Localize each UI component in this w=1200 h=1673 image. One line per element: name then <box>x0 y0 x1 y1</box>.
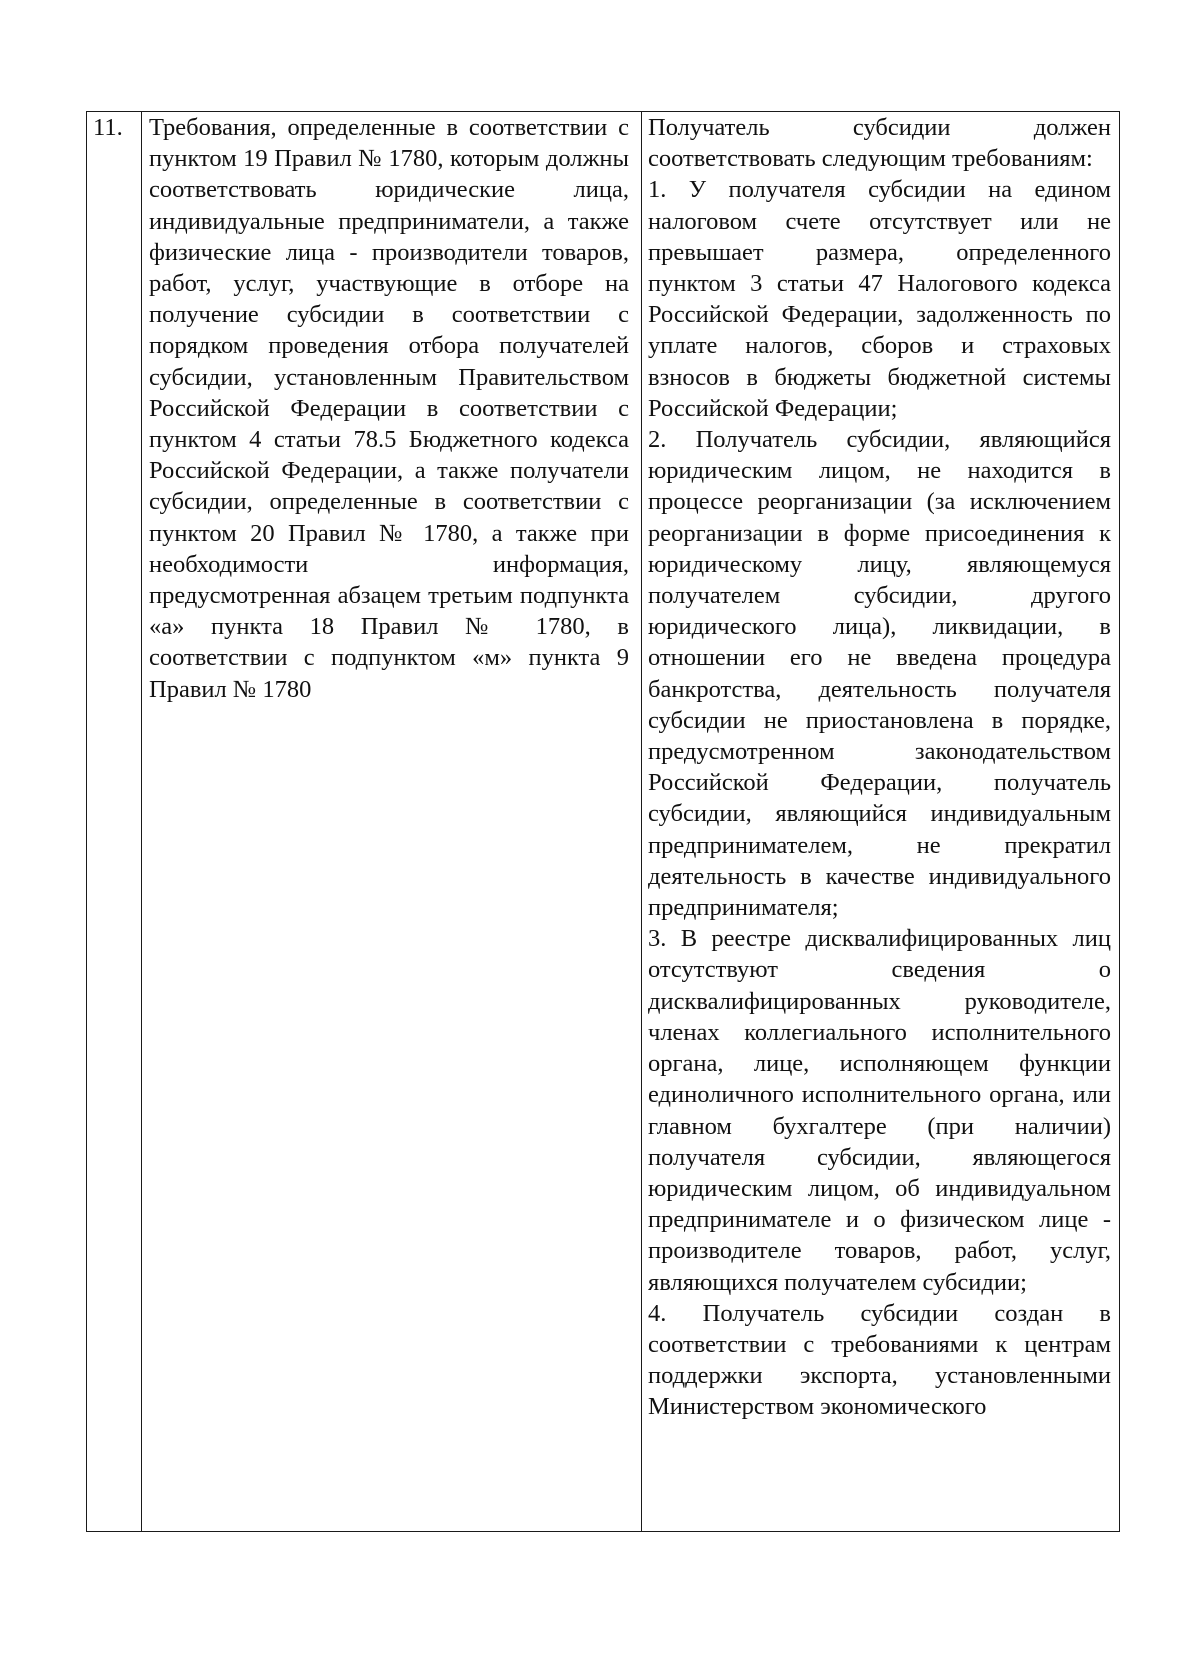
requirements-table <box>86 111 1120 1532</box>
recipient-requirements-cell <box>642 112 1120 1532</box>
requirement-text: Требования, определенные в соответствии с пунктом 19 Правил № 1780, которым должны соответствовать юридические лица, индивидуальные предприниматели, а также физические лица - производители товаров, работ, услуг, участвующие в отборе на получение субсидии в соответствии с порядком проведения отбора получателей субсидии, установленным Правительством Российской Федерации в соответствии с пунктом 4 статьи 78.5 Бюджетного кодекса Российской Федерации, а также получатели субсидии, определенные в соответствии с пунктом 20 Правил № 1780, а также при необходимости информация, предусмотренная абзацем третьим подпункта «а» пункта 18 Правил № 1780, в соответствии с подпунктом «м» пункта 9 Правил № 1780 <box>149 114 629 703</box>
recipient-item-4: 4. Получатель субсидии создан в соответствии с требованиями к центрам поддержки экспорта, установленными Министерством экономического <box>648 1299 1111 1421</box>
recipient-intro: Получатель субсидии должен соответствовать следующим требованиям: <box>648 114 1111 173</box>
requirement-cell <box>142 112 642 1532</box>
recipient-item-1: 1. У получателя субсидии на едином налоговом счете отсутствует или не превышает размера, определенного пунктом 3 статьи 47 Налогового кодекса Российской Федерации, задолженность по уплате налогов, сборов и страховых взносов в бюджеты бюджетной системы Российской Федерации; <box>648 176 1111 422</box>
recipient-item-2: 2. Получатель субсидии, являющийся юридическим лицом, не находится в процессе реорганизации (за исключением реорганизации в форме присоединения к юридическому лицу, являющемуся получателем субсидии, другого юридического лица), ликвидации, в отношении его не введена процедура банкротства, деятельность получателя субсидии не приостановлена в порядке, предусмотренном законодательством Российской Федерации, получатель субсидии, являющийся индивидуальным предпринимателем, не прекратил деятельность в качестве индивидуального предпринимателя; <box>648 426 1111 922</box>
row-number: 11. <box>87 112 142 1532</box>
table-row <box>87 112 1120 1532</box>
recipient-item-3: 3. В реестре дисквалифицированных лиц отсутствуют сведения о дисквалифицированных руководителе, членах коллегиального исполнительного органа, лице, исполняющем функции единоличного исполнительного органа, или главном бухгалтере (при наличии) получателя субсидии, являющегося юридическим лицом, об индивидуальном предпринимателе и о физическом лице - производителе товаров, работ, услуг, являющихся получателем субсидии; <box>648 925 1111 1296</box>
